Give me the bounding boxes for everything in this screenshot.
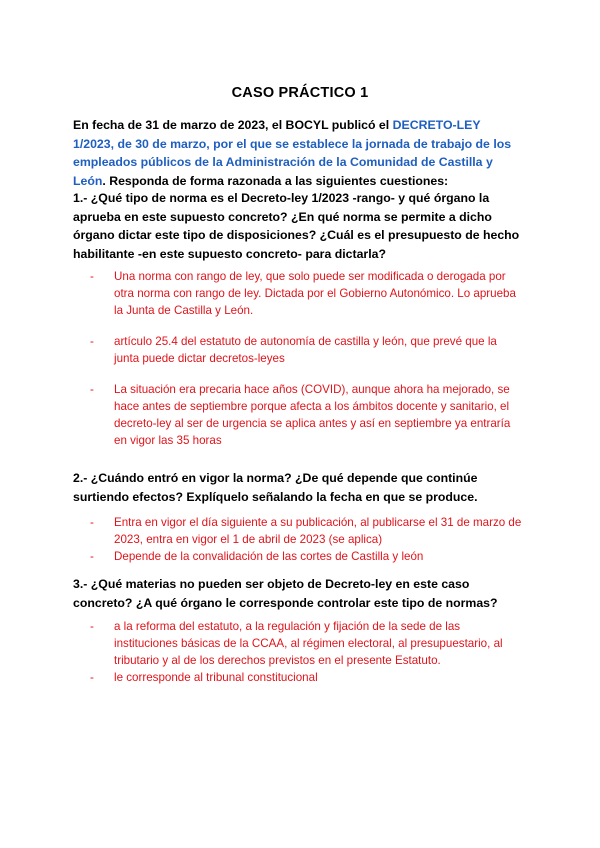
intro-text-after: . Responda de forma razonada a las siguientes cuestiones: <box>102 173 449 188</box>
question-3: 3.- ¿Qué materias no pueden ser objeto de Decreto-ley en este caso concreto? ¿A qué órgano le corresponde controlar este tipo de normas? <box>73 577 498 610</box>
intro-text-before: En fecha de 31 de marzo de 2023, el BOCYL publicó el <box>73 118 393 132</box>
answers-1 <box>90 268 522 449</box>
answer-item: - Una norma con rango de ley, que solo puede ser modificada o derogada por otra norma con rango de ley. Dictada por el Gobierno Autonómico. Lo aprueba la Junta de Castilla y León. <box>90 270 516 317</box>
question-2: 2.- ¿Cuándo entró en vigor la norma? ¿De qué depende que continúe surtiendo efectos? Explíquelo señalando la fecha en que se produce. <box>73 471 478 504</box>
question-1: 1.- ¿Qué tipo de norma es el Decreto-ley 1/2023 -rango- y qué órgano la aprueba en este supuesto concreto? ¿En qué norma se permite a dicho órgano dictar este tipo de disposiciones? ¿Cuál es el presupuesto de hecho habilitante -en este supuesto concreto- para dictarla? <box>73 191 520 261</box>
answer-item: - Entra en vigor el día siguiente a su publicación, al publicarse el 31 de marzo de 2023, entra en vigor el 1 de abril de 2023 (se aplica) <box>90 516 522 546</box>
answer-item: - le corresponde al tribunal constitucional <box>90 671 318 684</box>
answers-2 <box>90 514 522 565</box>
intro-paragraph <box>73 116 523 190</box>
decree-link[interactable]: DECRETO-LEY 1/2023, de 30 de marzo, por el que se establece la jornada de trabajo de los empleados públicos de la Administración de la Comunidad de Castilla y León <box>73 118 512 188</box>
page-title: CASO PRÁCTICO 1 <box>231 85 369 101</box>
answers-3 <box>90 618 522 686</box>
answer-item: - artículo 25.4 del estatuto de autonomía de castilla y león, que prevé que la junta puede dictar decretos-leyes <box>90 335 497 365</box>
answer-item: - Depende de la convalidación de las cortes de Castilla y león <box>90 550 424 563</box>
answer-item: - La situación era precaria hace años (COVID), aunque ahora ha mejorado, se hace antes de septiembre porque afecta a los ámbitos docente y sanitario, el decreto-ley al ser de urgencia se aplica antes y así en septiembre ya entraría en vigor las 35 horas <box>90 383 511 447</box>
answer-item: - a la reforma del estatuto, a la regulación y fijación de la sede de las instituciones básicas de la CCAA, al régimen electoral, al presupuestario, al tributario y al de los derechos previstos en el presente Estatuto. <box>90 620 503 667</box>
